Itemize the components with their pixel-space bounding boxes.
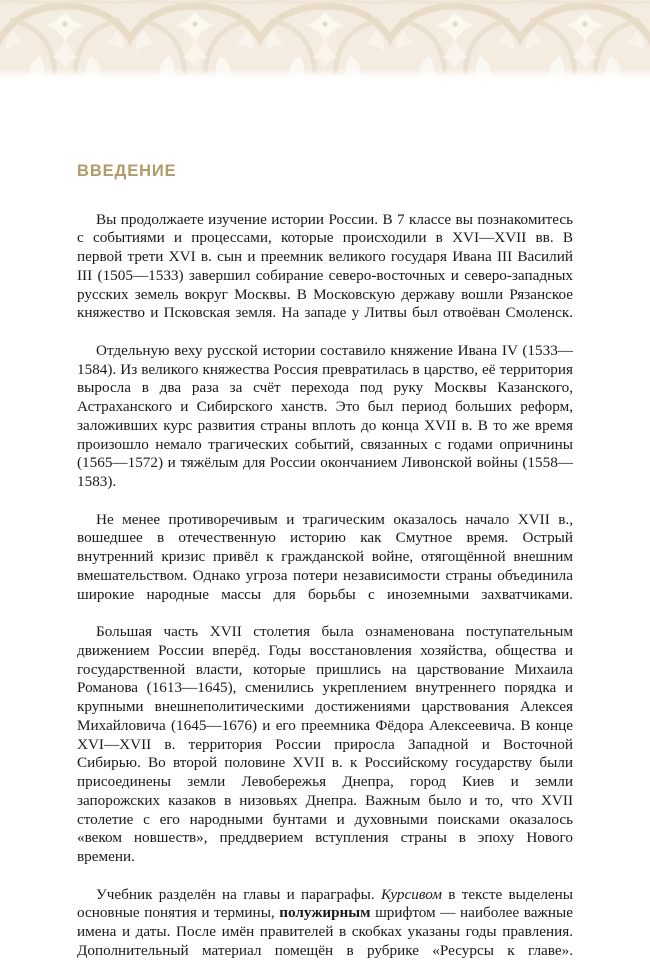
paragraph-4: Большая часть XVII столетия была ознаменована поступательным движением России вперёд. Годы восстановления хозяйства, общества и государственной власти, которые пришлись на царствование Михаила Романова (1613—1645), сменились укреплением внутреннего порядка и крупными внешнеполитическими достижениями царствования Алексея Михайловича (1645—1676) и его преемника Фёдора Алексеевича. В конце XVI—XVII в. территория России приросла Западной и Восточной Сибирью. Во второй половине XVII в. к Российскому государству были присоединены земли Левобережья Днепра, город Киев и земли запорожских казаков в низовьях Днепра. Важным было и то, что XVII столетие с его народными бунтами и духовными поисками оказалось «веком новшеств», преддверием вступления страны в эпоху Нового времени. xyxy=(77,623,573,886)
paragraph-1: Вы продолжаете изучение истории России. В 7 классе вы познакомитесь с событиями и процессами, которые происходили в XVI—XVII вв. В первой трети XVI в. сын и преемник великого государя Ивана III Василий III (1505—1533) завершил собирание северо-восточных и северо-западных русских земель вокруг Москвы. В Московскую державу вошли Рязанское княжество и Псковская земля. На западе у Литвы был отвоёван Смоленск. xyxy=(77,211,573,342)
paragraph-5 xyxy=(77,886,573,979)
page-title: ВВЕДЕНИЕ xyxy=(77,163,573,180)
damask-pattern-icon xyxy=(0,0,650,78)
decorative-ornament-band xyxy=(0,0,650,78)
bold-term: полужирным xyxy=(279,904,370,921)
paragraph-3: Не менее противоречивым и трагическим оказалось начало XVII в., вошедшее в отечественную историю как Смутное время. Острый внутренний кризис привёл к гражданской войне, отягощённой внешним вмешательством. Однако угроза потери независимости страны объединила широкие народные массы для борьбы с иноземными захватчиками. xyxy=(77,511,573,624)
final-paragraph-part-3: шрифтом — наиболее важные имена и даты. После имён правителей в скобках указаны годы правления. Дополнительный материал помещён в рубрике «Ресурсы к главе». xyxy=(77,904,573,959)
paragraph-2: Отдельную веху русской истории составило княжение Ивана IV (1533—1584). Из великого княжества Россия превратилась в царство, её территория выросла в два раза за счёт перехода под руку Москвы Казанского, Астраханского и Сибирского ханств. Это был период больших реформ, заложивших курс развития страны вплоть до конца XVII в. В то же время произошло немало трагических событий, связанных с годами опричнины (1565—1572) и тяжёлым для России окончанием Ливонской войны (1558—1583). xyxy=(77,342,573,511)
final-paragraph-part-1: Учебник разделён на главы и параграфы. xyxy=(96,886,381,903)
italic-term: Курсивом xyxy=(381,886,442,903)
page-content xyxy=(77,163,573,979)
final-paragraph-part-2: в тексте выделены основные понятия и термины, xyxy=(77,886,573,922)
body-text-block xyxy=(77,211,573,979)
